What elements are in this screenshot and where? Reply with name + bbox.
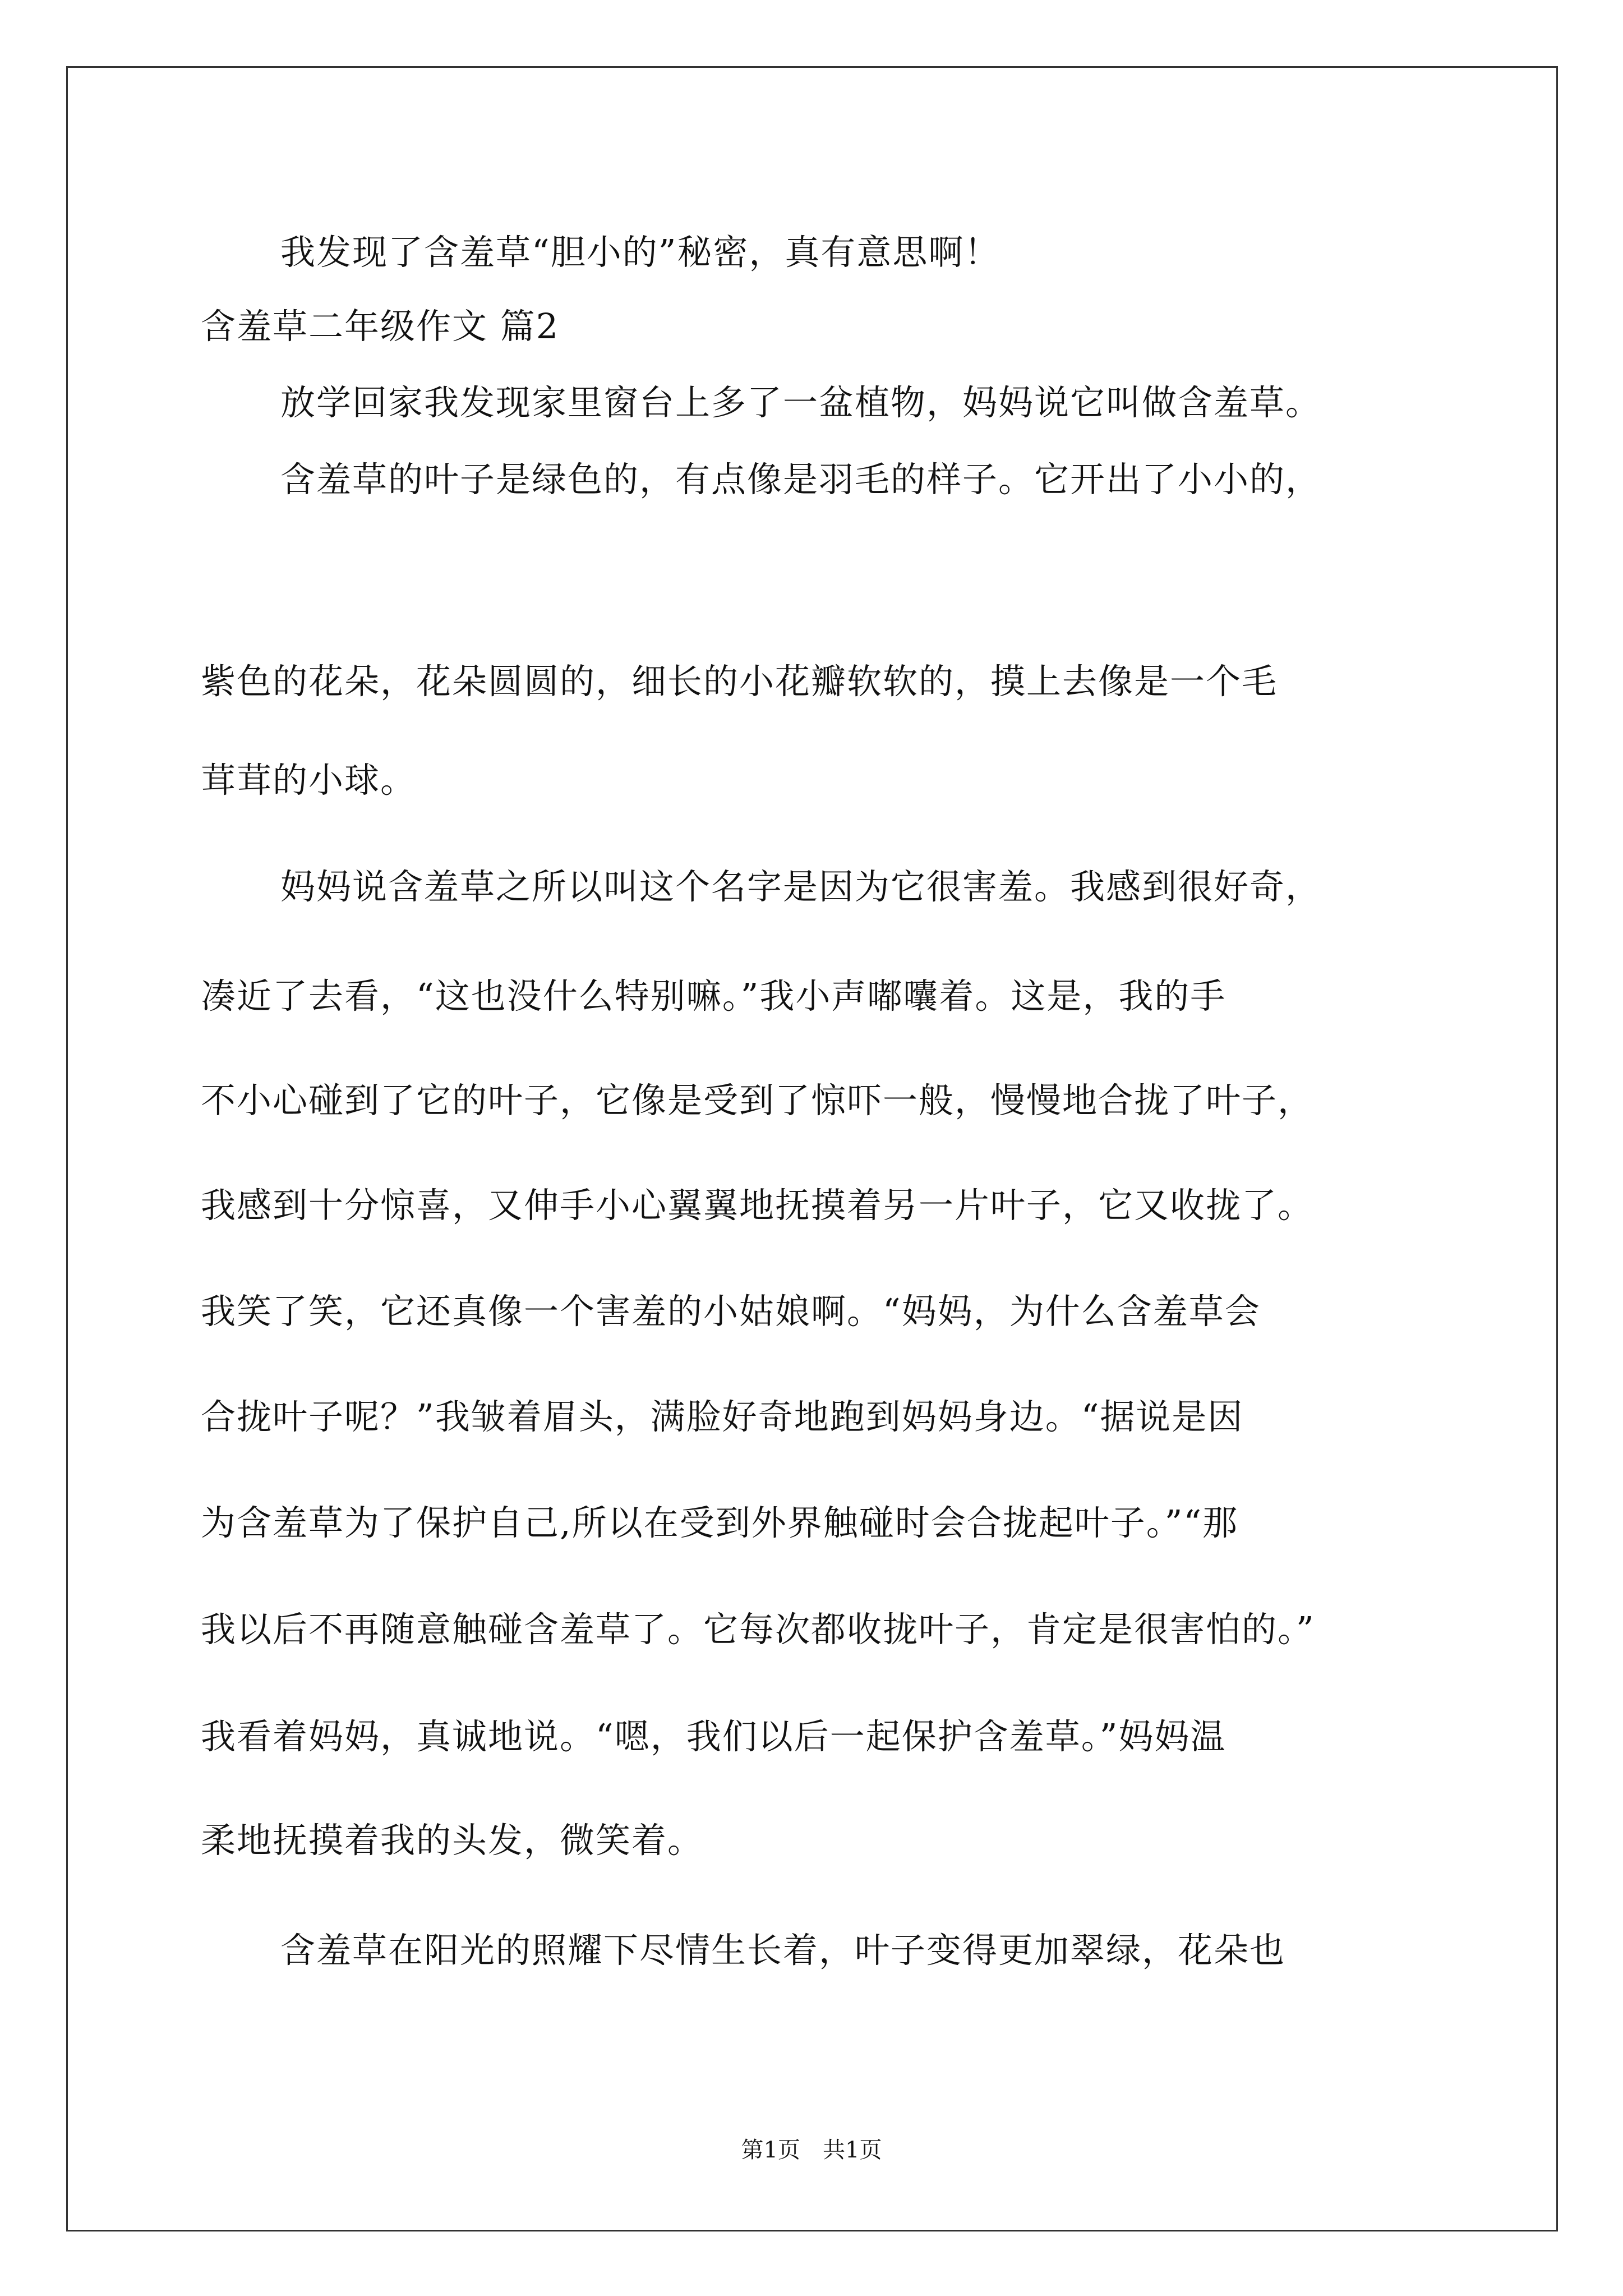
paragraph-line: 我感到十分惊喜，又伸手小心翼翼地抚摸着另一片叶子，它又收拢了。: [201, 1185, 1314, 1226]
paragraph-line: 茸茸的小球。: [201, 760, 417, 800]
paragraph-line: 放学回家我发现家里窗台上多了一盆植物，妈妈说它叫做含羞草。: [280, 382, 1322, 423]
paragraph-line: 妈妈说含羞草之所以叫这个名字是因为它很害羞。我感到很好奇，: [280, 866, 1322, 907]
page-footer: [0, 2136, 1623, 2164]
paragraph-line: 我发现了含羞草“胆小的”秘密，真有意思啊！: [280, 232, 1000, 273]
paragraph-line: 我笑了笑，它还真像一个害羞的小姑娘啊。“妈妈，为什么含羞草会: [201, 1291, 1261, 1332]
paragraph-line: 我看着妈妈，真诚地说。“嗯，我们以后一起保护含羞草。”妈妈温: [201, 1716, 1227, 1757]
paragraph-line: 柔地抚摸着我的头发，微笑着。: [201, 1820, 704, 1861]
paragraph-line: 含羞草在阳光的照耀下尽情生长着，叶子变得更加翠绿，花朵也: [280, 1930, 1286, 1971]
paragraph-line: 含羞草的叶子是绿色的，有点像是羽毛的样子。它开出了小小的，: [280, 459, 1322, 500]
paragraph-line: 凑近了去看，“这也没什么特别嘛。”我小声嘟囔着。这是，我的手: [201, 976, 1227, 1016]
paragraph-line: 为含羞草为了保护自己,所以在受到外界触碰时会合拢起叶子。”“那: [201, 1502, 1239, 1543]
paragraph-line: 我以后不再随意触碰含羞草了。它每次都收拢叶子，肯定是很害怕的。”: [201, 1609, 1315, 1650]
paragraph-line: 不小心碰到了它的叶子，它像是受到了惊吓一般，慢慢地合拢了叶子，: [201, 1080, 1314, 1121]
page-total: 共1页: [823, 2137, 882, 2163]
paragraph-line: 紫色的花朵，花朵圆圆的，细长的小花瓣软软的，摸上去像是一个毛: [201, 661, 1278, 702]
section-heading: 含羞草二年级作文 篇2: [201, 306, 560, 347]
page-number: 第1页: [741, 2137, 800, 2163]
paragraph-line: 合拢叶子呢？”我皱着眉头，满脸好奇地跑到妈妈身边。“据说是因: [201, 1396, 1244, 1437]
